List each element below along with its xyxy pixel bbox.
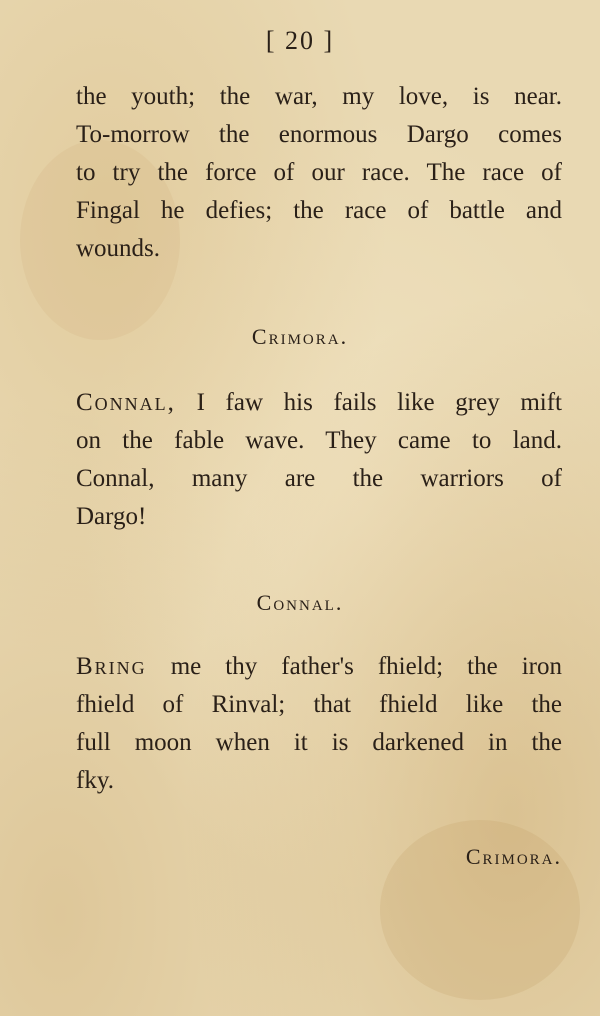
text-fragment: me thy father's fhield; the iron bbox=[146, 653, 562, 680]
text-line: full moon when it is darkened in the bbox=[76, 729, 562, 756]
text-line: Connal, many are the warriors of bbox=[76, 465, 562, 492]
text-line: to try the force of our race. The race of bbox=[76, 159, 562, 186]
text-line: fhield of Rinval; that fhield like the bbox=[76, 691, 562, 718]
paragraph-2 bbox=[76, 384, 562, 536]
text-line bbox=[76, 384, 562, 422]
text-line: fky. bbox=[76, 767, 114, 794]
text-line: Dargo! bbox=[76, 503, 147, 530]
lead-word: Connal, bbox=[76, 389, 176, 416]
text-line: on the fable wave. They came to land. bbox=[76, 427, 562, 454]
text-line: the youth; the war, my love, is near. bbox=[76, 83, 562, 110]
paragraph-3 bbox=[76, 648, 562, 800]
speaker-heading: Connal. bbox=[256, 590, 344, 615]
lead-word: Bring bbox=[76, 653, 147, 680]
text-line bbox=[76, 648, 562, 686]
catchword: Crimora. bbox=[465, 844, 562, 869]
paragraph-1 bbox=[76, 78, 562, 268]
text-fragment: I faw his fails like grey mift bbox=[175, 389, 562, 416]
text-line: To-morrow the enormous Dargo comes bbox=[76, 121, 562, 148]
speaker-heading: Crimora. bbox=[251, 324, 349, 349]
text-line: wounds. bbox=[76, 235, 161, 262]
text-line: Fingal he defies; the race of battle and bbox=[76, 197, 562, 224]
page-number: [ 20 ] bbox=[265, 26, 335, 55]
